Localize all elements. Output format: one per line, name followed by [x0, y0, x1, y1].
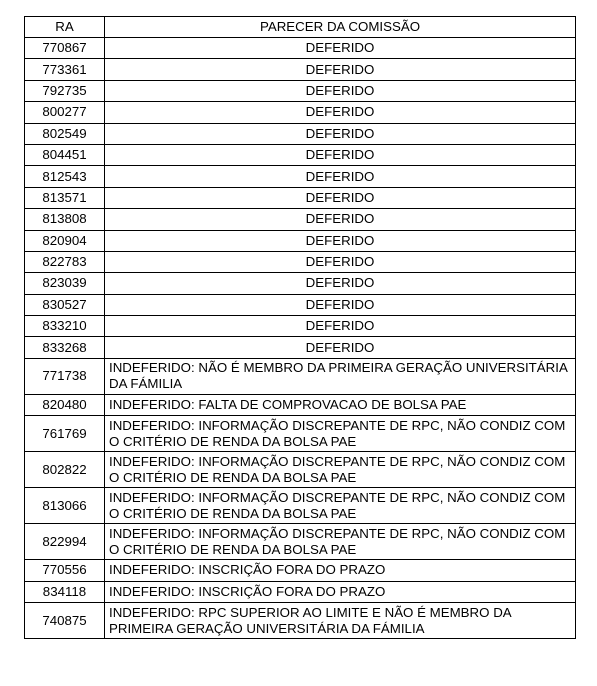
ra-cell: 813571	[25, 187, 105, 208]
parecer-cell: INDEFERIDO: INFORMAÇÃO DISCREPANTE DE RPC, NÃO CONDIZ COM O CRITÉRIO DE RENDA DA BOLSA PAE	[105, 524, 576, 560]
header-parecer: PARECER DA COMISSÃO	[105, 17, 576, 38]
table-row	[25, 488, 576, 524]
ra-cell: 822783	[25, 251, 105, 272]
table-row	[25, 166, 576, 187]
table-row	[25, 209, 576, 230]
table-row	[25, 80, 576, 101]
ra-cell: 802822	[25, 452, 105, 488]
ra-cell: 802549	[25, 123, 105, 144]
table-row	[25, 294, 576, 315]
parecer-cell: DEFERIDO	[105, 230, 576, 251]
parecer-cell: DEFERIDO	[105, 187, 576, 208]
results-table	[24, 16, 576, 639]
ra-cell: 771738	[25, 358, 105, 394]
table-row	[25, 251, 576, 272]
parecer-cell: DEFERIDO	[105, 251, 576, 272]
table-header-row	[25, 17, 576, 38]
parecer-cell: DEFERIDO	[105, 166, 576, 187]
parecer-cell: INDEFERIDO: RPC SUPERIOR AO LIMITE E NÃO É MEMBRO DA PRIMEIRA GERAÇÃO UNIVERSITÁRIA DA FÁMILIA	[105, 603, 576, 639]
ra-cell: 833268	[25, 337, 105, 358]
table-row	[25, 59, 576, 80]
ra-cell: 761769	[25, 416, 105, 452]
table-row	[25, 38, 576, 59]
ra-cell: 822994	[25, 524, 105, 560]
parecer-cell: INDEFERIDO: INFORMAÇÃO DISCREPANTE DE RPC, NÃO CONDIZ COM O CRITÉRIO DE RENDA DA BOLSA PAE	[105, 416, 576, 452]
table-row	[25, 581, 576, 602]
parecer-cell: DEFERIDO	[105, 316, 576, 337]
ra-cell: 823039	[25, 273, 105, 294]
table-row	[25, 358, 576, 394]
parecer-cell: DEFERIDO	[105, 144, 576, 165]
parecer-cell: DEFERIDO	[105, 273, 576, 294]
table-row	[25, 394, 576, 415]
table-row	[25, 273, 576, 294]
parecer-cell: DEFERIDO	[105, 38, 576, 59]
ra-cell: 770867	[25, 38, 105, 59]
ra-cell: 820904	[25, 230, 105, 251]
ra-cell: 820480	[25, 394, 105, 415]
ra-cell: 770556	[25, 560, 105, 581]
table-row	[25, 560, 576, 581]
parecer-cell: INDEFERIDO: INFORMAÇÃO DISCREPANTE DE RPC, NÃO CONDIZ COM O CRITÉRIO DE RENDA DA BOLSA PAE	[105, 488, 576, 524]
parecer-cell: DEFERIDO	[105, 337, 576, 358]
table-row	[25, 452, 576, 488]
parecer-cell: INDEFERIDO: INSCRIÇÃO FORA DO PRAZO	[105, 560, 576, 581]
table-row	[25, 316, 576, 337]
table-row	[25, 144, 576, 165]
table-row	[25, 187, 576, 208]
ra-cell: 813808	[25, 209, 105, 230]
parecer-cell: INDEFERIDO: FALTA DE COMPROVACAO DE BOLSA PAE	[105, 394, 576, 415]
table-row	[25, 524, 576, 560]
parecer-cell: INDEFERIDO: INFORMAÇÃO DISCREPANTE DE RPC, NÃO CONDIZ COM O CRITÉRIO DE RENDA DA BOLSA PAE	[105, 452, 576, 488]
ra-cell: 812543	[25, 166, 105, 187]
table-row	[25, 102, 576, 123]
header-ra: RA	[25, 17, 105, 38]
parecer-cell: INDEFERIDO: NÃO É MEMBRO DA PRIMEIRA GERAÇÃO UNIVERSITÁRIA DA FÁMILIA	[105, 358, 576, 394]
ra-cell: 800277	[25, 102, 105, 123]
table-row	[25, 230, 576, 251]
table-row	[25, 603, 576, 639]
ra-cell: 834118	[25, 581, 105, 602]
ra-cell: 740875	[25, 603, 105, 639]
parecer-cell: INDEFERIDO: INSCRIÇÃO FORA DO PRAZO	[105, 581, 576, 602]
parecer-cell: DEFERIDO	[105, 80, 576, 101]
ra-cell: 792735	[25, 80, 105, 101]
parecer-cell: DEFERIDO	[105, 209, 576, 230]
parecer-cell: DEFERIDO	[105, 123, 576, 144]
ra-cell: 813066	[25, 488, 105, 524]
ra-cell: 804451	[25, 144, 105, 165]
parecer-cell: DEFERIDO	[105, 294, 576, 315]
ra-cell: 830527	[25, 294, 105, 315]
table-row	[25, 416, 576, 452]
table-row	[25, 123, 576, 144]
table-row	[25, 337, 576, 358]
ra-cell: 773361	[25, 59, 105, 80]
parecer-cell: DEFERIDO	[105, 102, 576, 123]
parecer-cell: DEFERIDO	[105, 59, 576, 80]
ra-cell: 833210	[25, 316, 105, 337]
